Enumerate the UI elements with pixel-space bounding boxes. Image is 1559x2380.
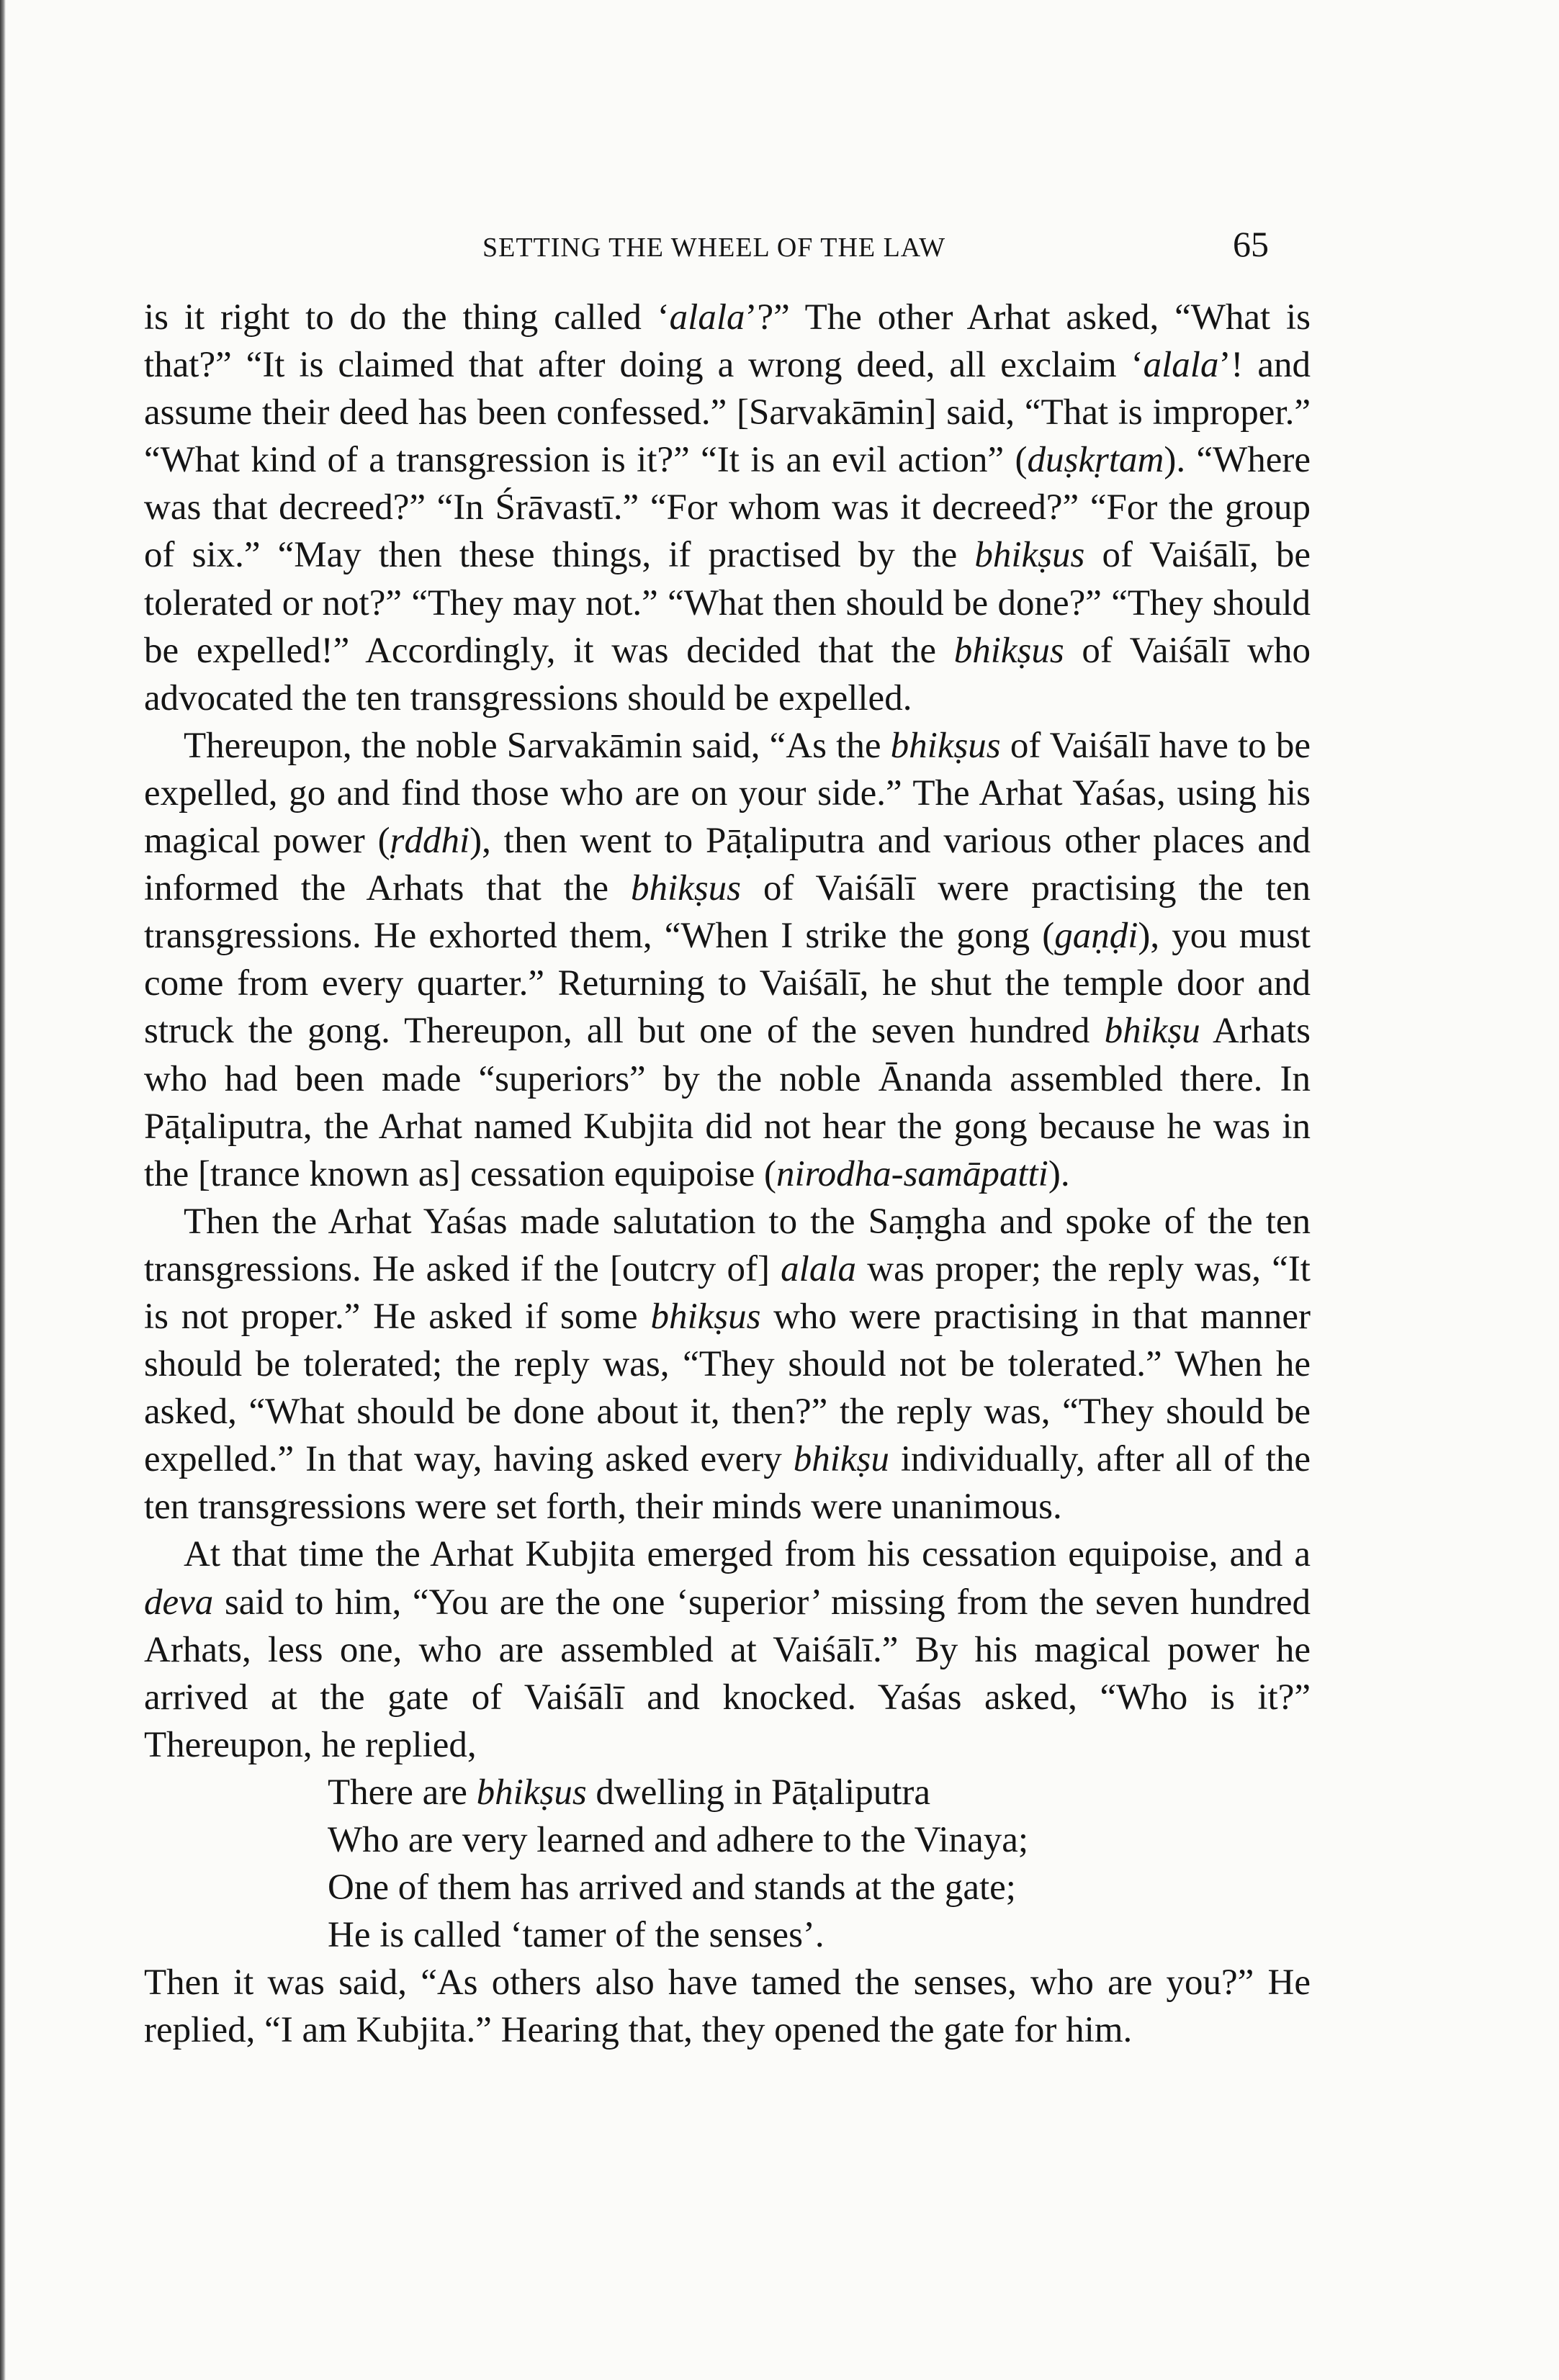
italic-term: gaṇḍi [1054, 916, 1138, 957]
italic-term: bhikṣus [953, 630, 1064, 671]
italic-term: nirodha-samāpatti [776, 1153, 1048, 1194]
paragraph: At that time the Arhat Kubjita emerged from his cessation equipoise, and a deva said to him, “You are the one ‘superior’ missing from the seven hundred Arhats, less one, who are assembled at Vaiśālī.” By his magical power he arrived at the gate of Vaiśālī and knocked. Yaśas asked, “Who is it?” Thereupon, he replied, [144, 1534, 1311, 1765]
verse-line: There are bhikṣus dwelling in Pāṭaliputra [328, 1772, 930, 1813]
running-header: SETTING THE WHEEL OF THE LAW [482, 233, 946, 263]
italic-term: bhikṣu [1104, 1011, 1200, 1052]
italic-term: deva [144, 1582, 214, 1623]
verse-line: Who are very learned and adhere to the Vinaya; [328, 1820, 1029, 1860]
verse-line: He is called ‘tamer of the senses’. [328, 1915, 825, 1956]
closing-paragraph: Then it was said, “As others also have tamed the senses, who are you?” He replied, “I am Kubjita.” Hearing that, they opened the gate for him. [144, 1962, 1311, 2051]
italic-term: duṣkṛtam [1027, 440, 1164, 481]
paragraph: Then the Arhat Yaśas made salutation to the Saṃgha and spoke of the ten transgressions. He asked if the [outcry of] alala was proper; the reply was, “It is not proper.” He asked if some bhikṣus who were practising in that manner should be tolerated; the reply was, “They should not be tolerated.” When he asked, “What should be done about it, then?” the reply was, “They should be expelled.” In that way, having asked every bhikṣu individually, after all of the ten transgressions were set forth, their minds were unanimous. [144, 1201, 1311, 1528]
italic-term: bhikṣus [974, 535, 1085, 576]
italic-term: bhikṣus [631, 868, 742, 909]
italic-term: bhikṣu [793, 1439, 889, 1480]
verse-block [328, 1769, 1311, 1959]
italic-term: ṛddhi [390, 821, 470, 862]
italic-term: alala [1143, 345, 1219, 386]
paragraph: is it right to do the thing called ‘alala’?” The other Arhat asked, “What is that?” “It is claimed that after doing a wrong deed, all exclaim ‘alala’! and assume their deed has been confessed.” [Sarvakāmin] said, “That is improper.” “What kind of a transgression is it?” “It is an evil action” (duṣkṛtam). “Where was that decreed?” “In Śrāvastī.” “For whom was it decreed?” “For the group of six.” “May then these things, if practised by the bhikṣus of Vaiśālī, be tolerated or not?” “They may not.” “What then should be done?” “They should be expelled!” Accordingly, it was decided that the bhikṣus of Vaiśālī who advocated the ten transgressions should be expelled. [144, 297, 1311, 718]
italic-term: alala [669, 297, 745, 338]
italic-term: bhikṣus [650, 1296, 761, 1337]
italic-term: bhikṣus [890, 725, 1001, 766]
italic-term: alala [781, 1248, 857, 1289]
page-number: 65 [1233, 224, 1269, 264]
paragraph: Thereupon, the noble Sarvakāmin said, “As the bhikṣus of Vaiśālī have to be expelled, go and find those who are on your side.” The Arhat Yaśas, using his magical power (ṛddhi), then went to Pāṭaliputra and various other places and informed the Arhats that the bhikṣus of Vaiśālī were practising the ten transgressions. He exhorted them, “When I strike the gong (gaṇḍi), you must come from every quarter.” Returning to Vaiśālī, he shut the temple door and struck the gong. Thereupon, all but one of the seven hundred bhikṣu Arhats who had been made “superiors” by the noble Ānanda assembled there. In Pāṭaliputra, the Arhat named Kubjita did not hear the gong because he was in the [trance known as] cessation equipoise (nirodha-samāpatti). [144, 725, 1311, 1194]
page-scan-edge [0, 0, 6, 2380]
body-text [144, 294, 1311, 2054]
verse-line: One of them has arrived and stands at the gate; [328, 1867, 1016, 1908]
italic-term: bhikṣus [476, 1772, 587, 1813]
